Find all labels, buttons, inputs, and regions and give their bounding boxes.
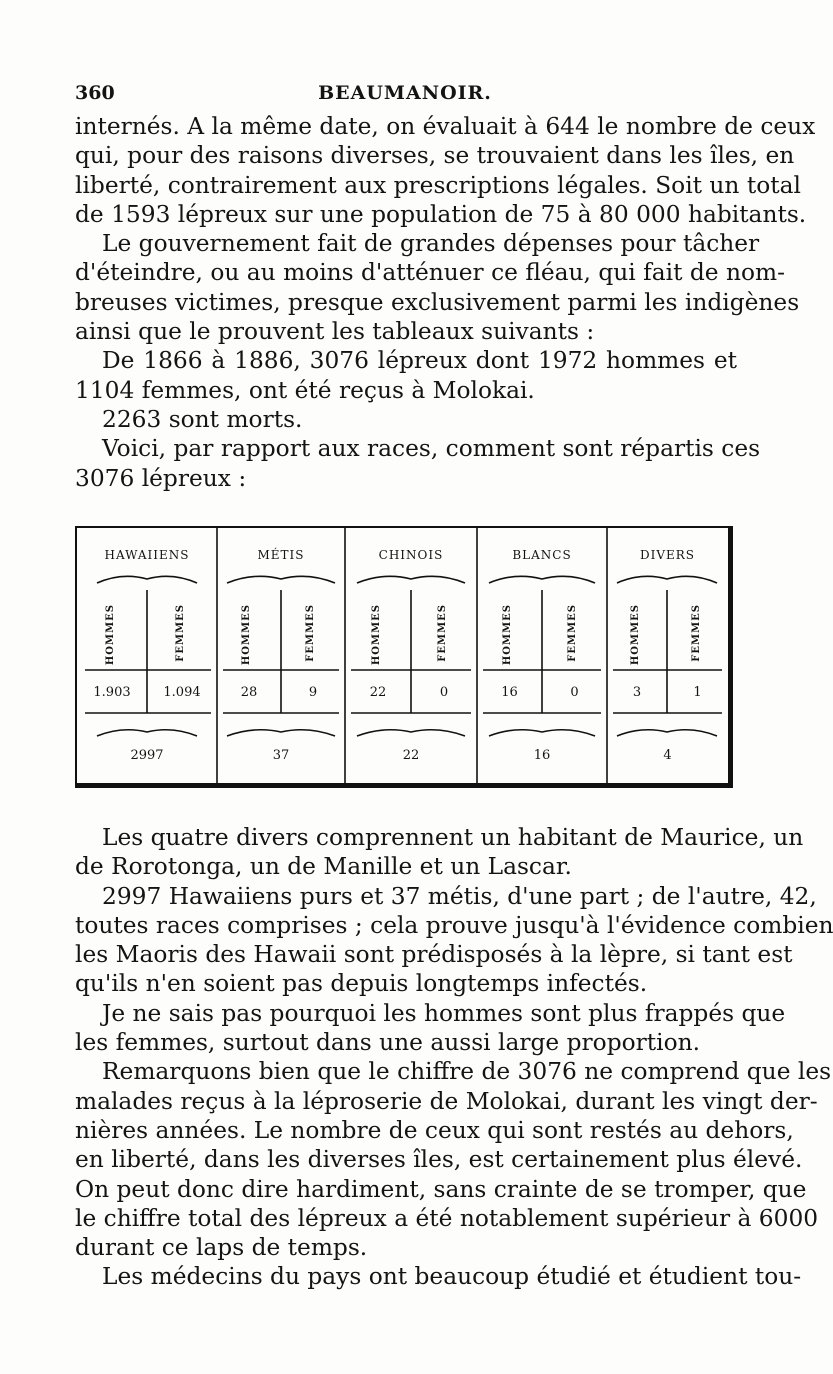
sub-label-femmes: FEMMES <box>567 604 578 662</box>
text-line: de 1593 lépreux sur une population de 75 à 80 000 habitants. <box>75 200 807 228</box>
group-blancs: BLANCS <box>512 548 572 562</box>
total-blancs: 16 <box>533 748 551 763</box>
text-line: les femmes, surtout dans une aussi large proportion. <box>75 1029 701 1057</box>
text-line: le chiffre total des lépreux a été notablement supérieur à 6000 <box>75 1204 819 1232</box>
text-line: ainsi que le prouvent les tableaux suivants : <box>75 318 595 346</box>
text-line: malades reçus à la léproserie de Molokai, durant les vingt der- <box>75 1087 818 1115</box>
running-title: BEAUMANOIR. <box>318 82 492 104</box>
text-line: breuses victimes, presque exclusivement parmi les indigènes <box>75 288 800 316</box>
value-blancs-hommes: 16 <box>501 685 518 700</box>
text-line: liberté, contrairement aux prescriptions légales. Soit un total <box>75 171 801 199</box>
value-blancs-femmes: 0 <box>570 685 579 700</box>
value-chinois-hommes: 22 <box>369 685 387 700</box>
text-line: Le gouvernement fait de grandes dépenses pour tâcher <box>102 230 760 258</box>
value-divers-femmes: 1 <box>693 685 702 700</box>
total-metis: 37 <box>272 748 290 763</box>
sub-label-hommes: HOMMES <box>241 604 252 666</box>
text-line: Les quatre divers comprennent un habitant de Maurice, un <box>102 824 804 851</box>
value-metis-femmes: 9 <box>308 685 318 700</box>
text-line: 3076 lépreux : <box>75 464 247 492</box>
total-divers: 4 <box>663 748 672 763</box>
value-hawaiiens-femmes: 1.094 <box>163 685 201 700</box>
group-metis: MÉTIS <box>257 548 305 562</box>
text-line: durant ce laps de temps. <box>75 1234 368 1262</box>
text-line: toutes races comprises ; cela prouve jusqu'à l'évidence combien <box>75 911 833 939</box>
value-hawaiiens-hommes: 1.903 <box>93 685 131 700</box>
text-line: internés. A la même date, on évaluait à 644 le nombre de ceux <box>75 113 816 140</box>
group-hawaiiens: HAWAIIENS <box>104 548 190 562</box>
text-line: en liberté, dans les diverses îles, est certainement plus élevé. <box>75 1146 803 1174</box>
group-divers: DIVERS <box>639 548 696 562</box>
body-text-top <box>75 112 816 493</box>
text-line: 1104 femmes, ont été reçus à Molokai. <box>75 376 535 404</box>
text-line: Les médecins du pays ont beaucoup étudié et étudient tou- <box>102 1263 802 1291</box>
sub-label-hommes: HOMMES <box>502 604 513 666</box>
total-hawaiiens: 2997 <box>130 748 164 763</box>
sub-label-hommes: HOMMES <box>630 604 641 666</box>
leprosy-table <box>75 526 733 788</box>
text-line: de Rorotonga, un de Manille et un Lascar. <box>75 853 572 881</box>
page-header <box>75 82 735 112</box>
text-line: De 1866 à 1886, 3076 lépreux dont 1972 hommes et <box>102 347 737 375</box>
text-line: d'éteindre, ou au moins d'atténuer ce fléau, qui fait de nom- <box>75 259 785 287</box>
total-chinois: 22 <box>402 748 420 763</box>
sub-label-femmes: FEMMES <box>437 604 448 662</box>
value-chinois-femmes: 0 <box>439 685 449 700</box>
sub-label-femmes: FEMMES <box>691 604 702 662</box>
text-line: les Maoris des Hawaii sont prédisposés à la lèpre, si tant est <box>75 941 793 969</box>
group-chinois: CHINOIS <box>378 548 444 562</box>
sub-label-femmes: FEMMES <box>305 604 316 662</box>
text-line: Je ne sais pas pourquoi les hommes sont plus frappés que <box>102 999 786 1027</box>
sub-label-femmes: FEMMES <box>175 604 186 662</box>
sub-label-hommes: HOMMES <box>105 604 116 666</box>
page-number: 360 <box>75 82 115 104</box>
text-line: qui, pour des raisons diverses, se trouvaient dans les îles, en <box>75 142 795 170</box>
text-line: Voici, par rapport aux races, comment sont répartis ces <box>102 435 761 463</box>
value-divers-hommes: 3 <box>632 685 642 700</box>
text-line: qu'ils n'en soient pas depuis longtemps infectés. <box>75 970 648 998</box>
body-text-bottom <box>75 823 833 1292</box>
value-metis-hommes: 28 <box>240 685 258 700</box>
text-line: nières années. Le nombre de ceux qui sont restés au dehors, <box>75 1116 794 1144</box>
text-line: Remarquons bien que le chiffre de 3076 ne comprend que les <box>102 1058 832 1086</box>
text-line: 2263 sont morts. <box>102 405 303 433</box>
sub-label-hommes: HOMMES <box>371 604 382 666</box>
text-line: On peut donc dire hardiment, sans crainte de se tromper, que <box>75 1175 807 1203</box>
text-line: 2997 Hawaiiens purs et 37 métis, d'une part ; de l'autre, 42, <box>102 882 817 910</box>
